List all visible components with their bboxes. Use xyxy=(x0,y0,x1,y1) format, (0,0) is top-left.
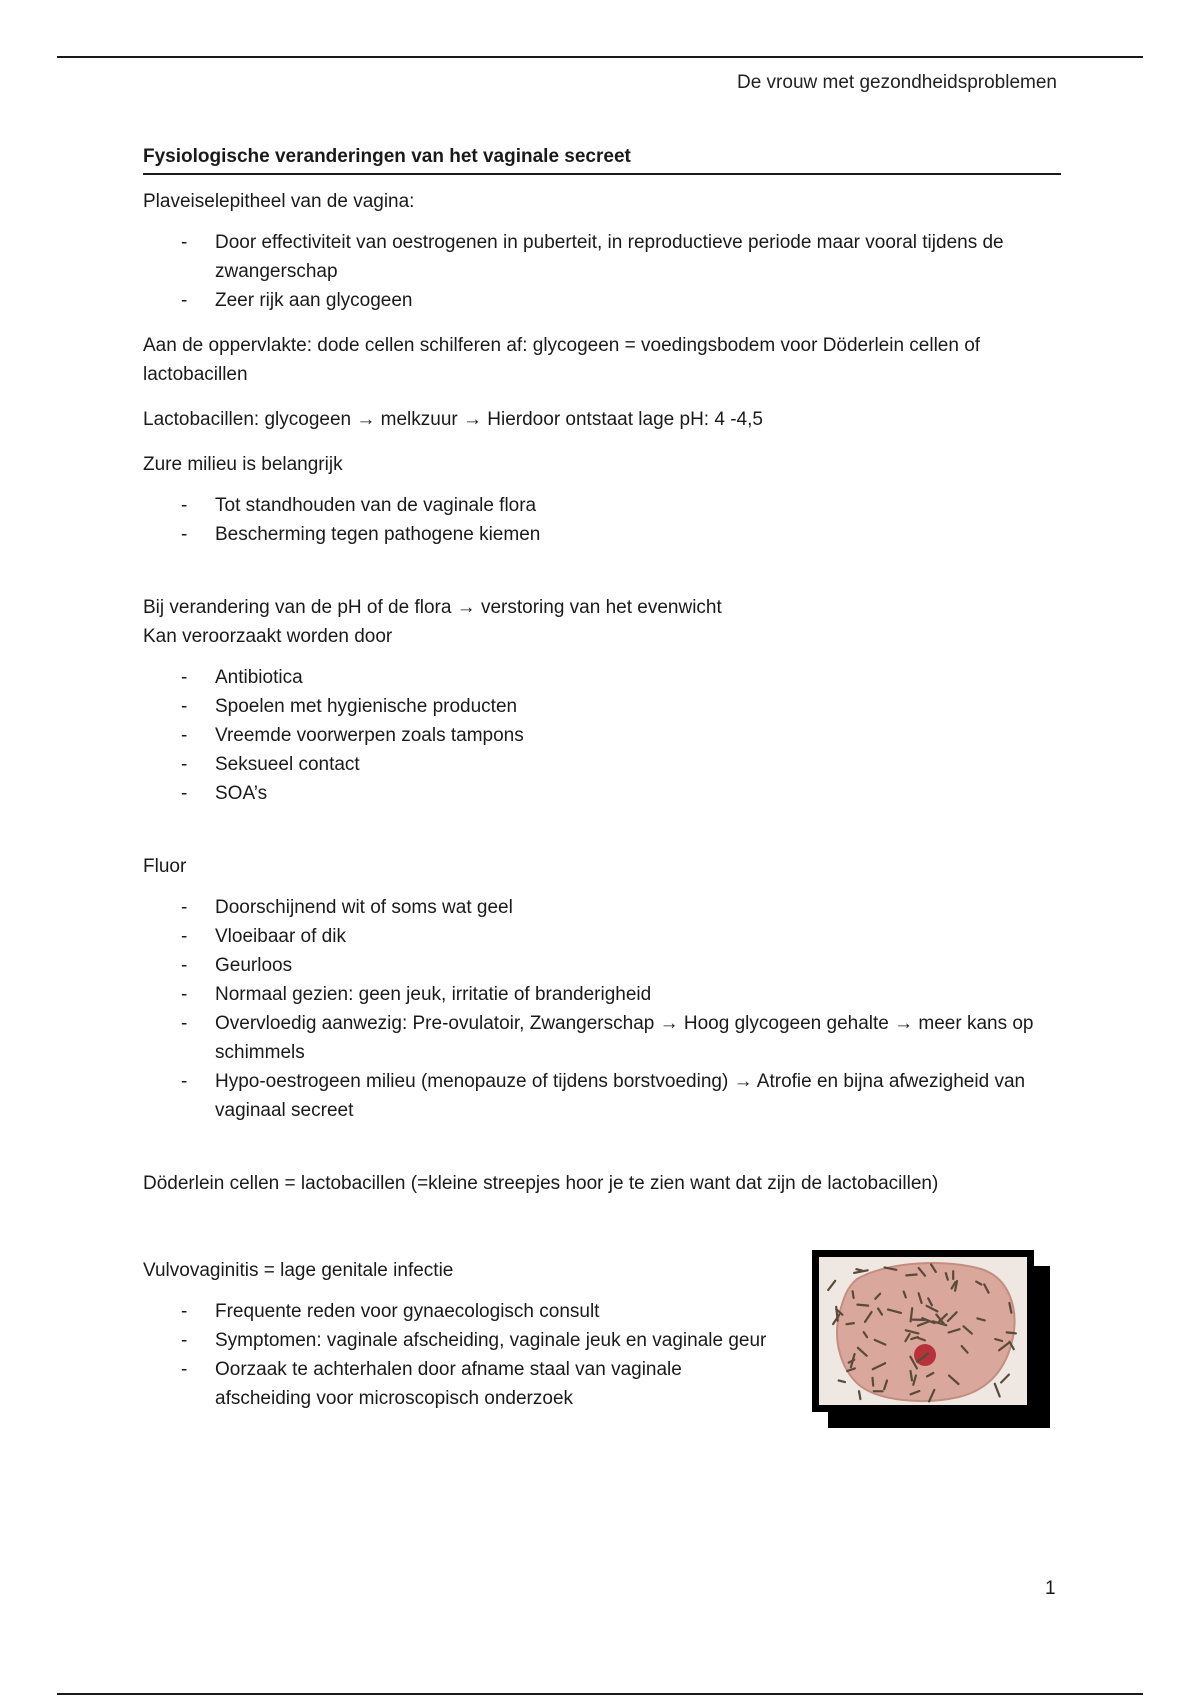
plaveisel-list xyxy=(143,228,1061,315)
list-item: - Doorschijnend wit of soms wat geel xyxy=(143,893,1061,922)
list-item: - Overvloedig aanwezig: Pre-ovulatoir, Zwangerschap → Hoog glycogeen gehalte → meer kans op schimmels xyxy=(143,1009,1061,1067)
verandering-list xyxy=(143,663,1061,808)
bacillus xyxy=(847,1323,854,1324)
bacillus xyxy=(906,1275,916,1276)
list-item: - Normaal gezien: geen jeuk, irritatie of branderigheid xyxy=(143,980,1061,1009)
verandering-line-1: Bij verandering van de pH of de flora → verstoring van het evenwicht xyxy=(143,597,722,618)
image-frame xyxy=(812,1250,1034,1412)
microscope-image xyxy=(812,1250,1034,1412)
list-item: - Oorzaak te achterhalen door afname staal van vaginale afscheiding voor microscopisch onderzoek xyxy=(143,1355,783,1413)
list-item: - Bescherming tegen pathogene kiemen xyxy=(143,520,1061,549)
bacillus xyxy=(853,1291,854,1298)
bacillus xyxy=(1007,1332,1016,1333)
bacillus xyxy=(856,1269,862,1271)
bacillus xyxy=(857,1305,868,1306)
list-item: - Hypo-oestrogeen milieu (menopauze of tijdens borstvoeding) → Atrofie en bijna afwezigheid van vaginaal secreet xyxy=(143,1067,1061,1125)
zure-milieu-intro: Zure milieu is belangrijk xyxy=(143,454,343,475)
lactobacillen-paragraph: Lactobacillen: glycogeen → melkzuur → Hierdoor ontstaat lage pH: 4 -4,5 xyxy=(143,409,763,430)
vulvovaginitis-block xyxy=(143,1256,783,1413)
bacillus xyxy=(836,1307,838,1321)
page-number: 1 xyxy=(1045,1578,1056,1599)
section-title: Fysiologische veranderingen van het vaginale secreet xyxy=(143,144,1061,175)
spacer xyxy=(143,1141,1061,1169)
list-item: - Antibiotica xyxy=(143,663,1061,692)
list-item: - Seksueel contact xyxy=(143,750,1061,779)
list-item: - SOA’s xyxy=(143,779,1061,808)
bacillus xyxy=(873,1378,874,1386)
page-content xyxy=(143,144,1061,1429)
oppervlakte-paragraph: Aan de oppervlakte: dode cellen schilferen af: glycogeen = voedingsbodem voor Döderlein cellen of lactobacillen xyxy=(143,335,981,385)
list-item: - Door effectiviteit van oestrogenen in puberteit, in reproductieve periode maar vooral tijdens de zwangerschap xyxy=(143,228,1061,286)
doderlein-paragraph: Döderlein cellen = lactobacillen (=kleine streepjes hoor je te zien want dat zijn de lactobacillen) xyxy=(143,1173,939,1194)
vulvovaginitis-intro: Vulvovaginitis = lage genitale infectie xyxy=(143,1260,454,1281)
verandering-line-2: Kan veroorzaakt worden door xyxy=(143,626,393,647)
spacer xyxy=(143,824,1061,852)
list-item: - Vloeibaar of dik xyxy=(143,922,1061,951)
zure-milieu-list xyxy=(143,491,1061,549)
bacillus xyxy=(859,1391,860,1399)
list-item: - Spoelen met hygienische producten xyxy=(143,692,1061,721)
bacillus xyxy=(839,1381,845,1383)
vulvovaginitis-list xyxy=(143,1297,783,1413)
spacer xyxy=(143,565,1061,593)
list-item: - Geurloos xyxy=(143,951,1061,980)
list-item: - Frequente reden voor gynaecologisch consult xyxy=(143,1297,783,1326)
list-item: - Tot standhouden van de vaginale flora xyxy=(143,491,1061,520)
list-item: - Zeer rijk aan glycogeen xyxy=(143,286,1061,315)
fluor-intro: Fluor xyxy=(143,856,187,877)
epithelial-cell-illustration xyxy=(819,1257,1027,1405)
fluor-list xyxy=(143,893,1061,1125)
list-item: - Vreemde voorwerpen zoals tampons xyxy=(143,721,1061,750)
list-item: - Symptomen: vaginale afscheiding, vaginale jeuk en vaginale geur xyxy=(143,1326,783,1355)
bacillus xyxy=(911,1371,913,1380)
running-header: De vrouw met gezondheidsproblemen xyxy=(736,72,1057,93)
bottom-rule xyxy=(57,1693,1143,1695)
plaveisel-intro: Plaveiselepitheel van de vagina: xyxy=(143,191,415,212)
top-rule xyxy=(57,56,1143,58)
